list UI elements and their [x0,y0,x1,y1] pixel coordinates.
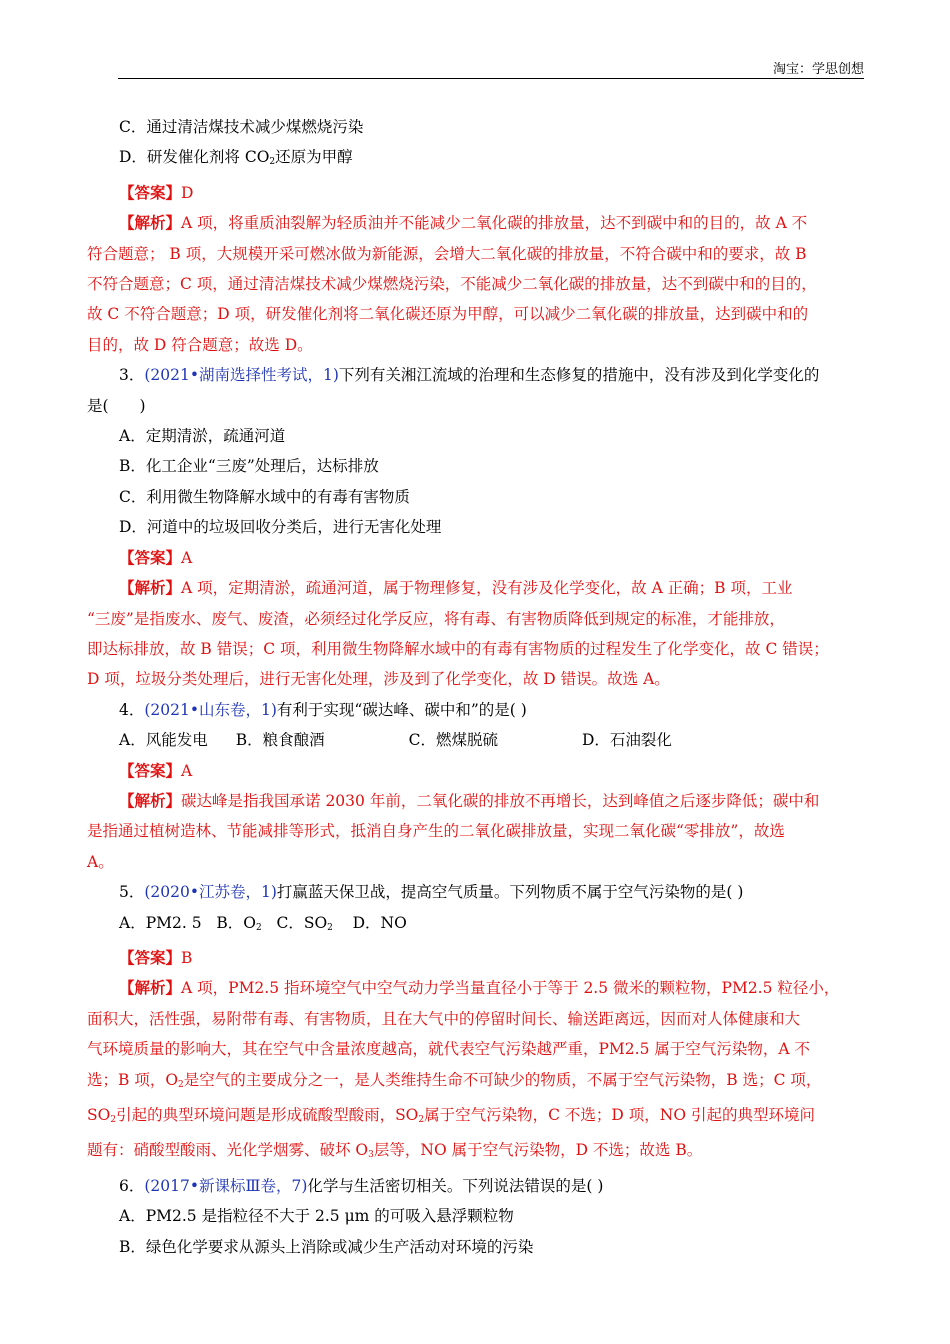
q5-explanation-line: 气环境质量的影响大，其在空气中含量浓度越高，就代表空气污染越严重，PM2.5 属于空气污染物，A 不 [87,1040,811,1059]
q6-stem: 6．(2017•新课标Ⅲ卷，7)化学与生活密切相关。下列说法错误的是( ) [119,1176,604,1195]
q5-explanation-line: 选；B 项，$O_2$是空气的主要成分之一，是人类维持生命不可缺少的物质，不属于空气污染物，B 选；C 项， [87,1070,822,1090]
q3-stem: 3．(2021•湖南选择性考试，1)下列有关湘江流域的治理和生态修复的措施中，没有涉及到化学变化的 [119,366,820,385]
q3-explanation-line: 【解析】A 项，定期清淤，疏通河道，属于物理修复，没有涉及化学变化，故 A 正确；B 项，工业 [119,578,793,598]
q4-explanation-line: 是指通过植树造林、节能减排等形式，抵消自身产生的二氧化碳排放量，实现二氧化碳“零排放”，故选 [87,822,785,841]
q3-stem-cont: 是( ) [87,396,146,415]
q3-explanation-line: D 项，垃圾分类处理后，进行无害化处理，涉及到了化学变化，故 D 错误。故选 A。 [87,670,670,689]
q5-explanation-line: 【解析】A 项，PM2.5 指环境空气中空气动力学当量直径小于等于 2.5 微米的颗粒物，PM2.5 粒径小， [119,978,840,998]
q6-option-a: A．PM2.5 是指粒径不大于 2.5 μm 的可吸入悬浮颗粒物 [119,1207,514,1226]
q3-answer: 【答案】A [119,547,193,567]
q3-option-c: C．利用微生物降解水域中的有毒有害物质 [119,487,410,506]
document-body [87,112,863,1262]
q5-explanation-line: 题有：硝酸型酸雨、光化学烟雾、破坏 $O_3$层等，NO 属于空气污染物，D 不选；故选 B。 [87,1141,703,1161]
q4-source: (2021•山东卷，1) [144,700,277,719]
page-header [118,56,864,79]
q3-option-a: A．定期清淤，疏通河道 [119,427,286,446]
q3-explanation-line: 即达标排放，故 B 错误；C 项，利用微生物降解水域中的有毒有害物质的过程发生了化学变化，故 C 错误； [87,639,829,658]
q6-option-b: B．绿色化学要求从源头上消除或减少生产活动对环境的污染 [119,1237,534,1256]
header-brand: 淘宝：学思创想 [772,62,864,77]
q5-explanation-line: 面积大，活性强，易附带有毒、有害物质，且在大气中的停留时间长、输送距离远，因而对人体健康和大 [87,1009,801,1028]
q3-explanation-line: “三废”是指废水、废气、废渣，必须经过化学反应，将有毒、有害物质降低到规定的标准，才能排放， [87,609,785,628]
q3-option-b: B．化工企业“三废”处理后，达标排放 [119,457,379,476]
q2-option-d: D．研发催化剂将 $CO_2$还原为甲醇 [119,148,353,168]
q4-explanation-line: A。 [87,852,114,871]
q5-source: (2020•江苏卷，1) [144,883,277,902]
q3-source: (2021•湖南选择性考试，1) [144,366,339,385]
q2-explanation-line: 故 C 不符合题意；D 项，研发催化剂将二氧化碳还原为甲醇，可以减少二氧化碳的排放量，达到碳中和的 [87,305,809,324]
q5-explanation-line: $SO_2$引起的典型环境问题是形成硫酸型酸雨，$SO_2$属于空气污染物，C 不选；D 项，NO 引起的典型环境问 [87,1106,815,1125]
q5-options: A．PM2. 5 B．$O_2$ C．$SO_2$ D．NO [119,913,407,933]
q4-stem: 4．(2021•山东卷，1)有利于实现“碳达峰、碳中和”的是( ) [119,700,527,719]
q2-answer: 【答案】D [119,182,194,202]
q4-explanation-line: 【解析】碳达峰是指我国承诺 2030 年前，二氧化碳的排放不再增长，达到峰值之后逐步降低；碳中和 [119,790,820,810]
q2-explanation-line: 目的，故 D 符合题意；故选 D。 [87,335,313,354]
q2-explanation-line: 不符合题意；C 项，通过清洁煤技术减少煤燃烧污染，不能减少二氧化碳的排放量，达不到碳中和的目的， [87,275,817,294]
q2-option-c: C．通过清洁煤技术减少煤燃烧污染 [119,118,364,136]
q4-options: A．风能发电 B．粮食酿酒 C．燃煤脱硫 D．石油裂化 [119,731,672,750]
q4-answer: 【答案】A [119,760,193,780]
q6-source: (2017•新课标Ⅲ卷，7) [144,1176,308,1195]
q2-explanation-line: 符合题意； B 项，大规模开采可燃冰做为新能源，会增大二氧化碳的排放量，不符合碳中和的要求，故 B [87,244,807,263]
q5-answer: 【答案】B [119,947,193,967]
q2-explanation-line: 【解析】A 项，将重质油裂解为轻质油并不能减少二氧化碳的排放量，达不到碳中和的目的，故 A 不 [119,213,808,233]
q5-stem: 5．(2020•江苏卷，1)打赢蓝天保卫战，提高空气质量。下列物质不属于空气污染物的是( ) [119,883,744,902]
q3-option-d: D．河道中的垃圾回收分类后，进行无害化处理 [119,518,442,537]
